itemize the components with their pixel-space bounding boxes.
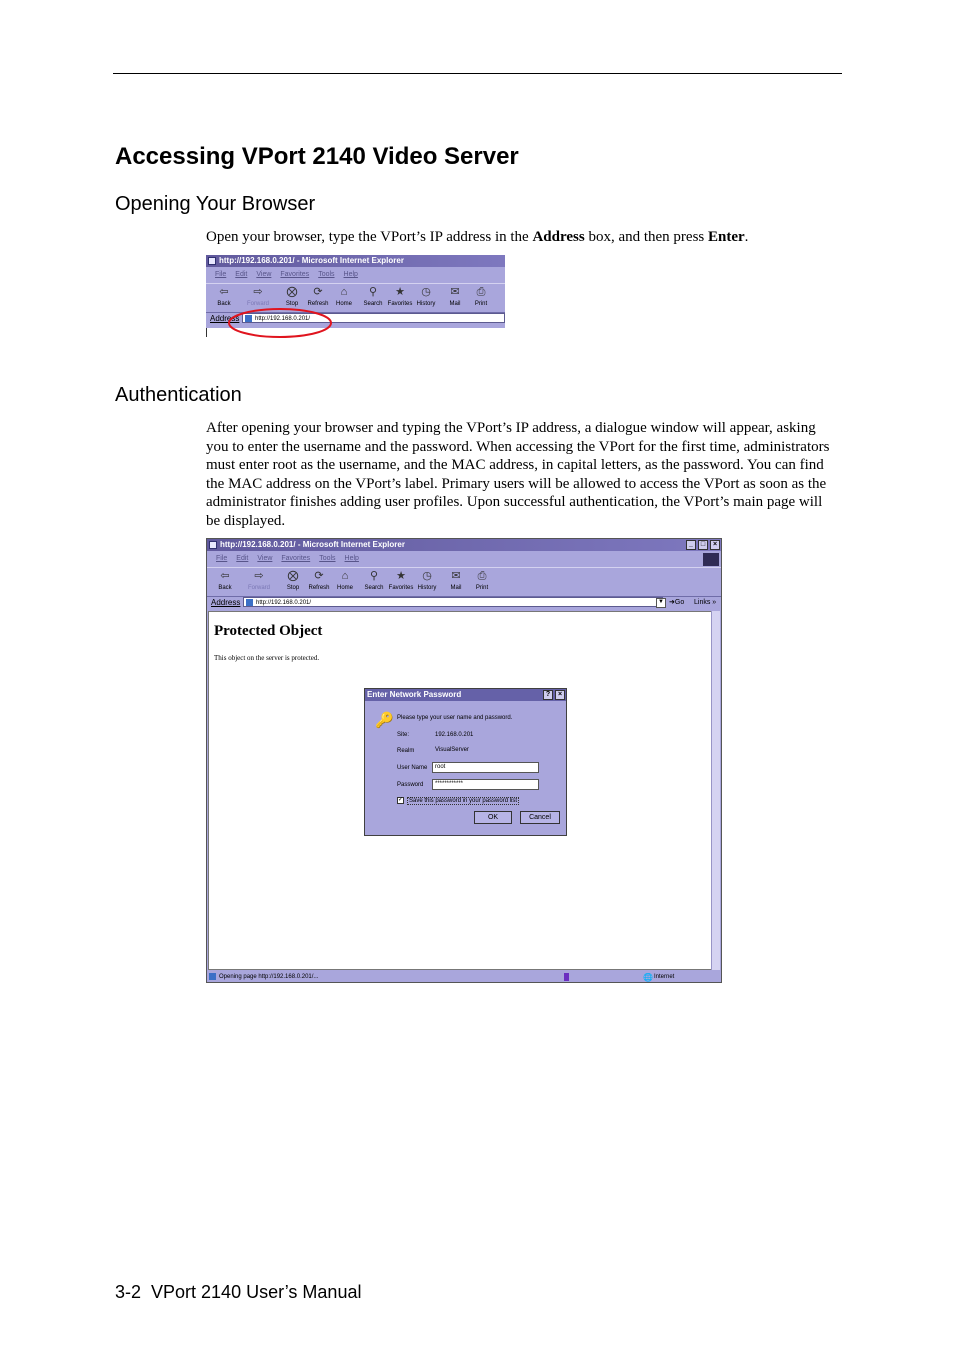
back-arrow-icon: ⇦: [220, 570, 230, 582]
toolbar-label: Favorites: [388, 585, 414, 591]
toolbar-forward-button[interactable]: [244, 286, 272, 307]
toolbar-label: Home: [335, 301, 352, 307]
toolbar-stop-button[interactable]: [278, 286, 306, 307]
browser-window-screenshot: [206, 538, 722, 983]
menu-file[interactable]: File: [215, 271, 227, 278]
username-input[interactable]: root: [432, 762, 539, 773]
address-label: Address: [211, 598, 241, 607]
go-label: Go: [674, 599, 685, 606]
toolbar-label: Search: [364, 585, 384, 591]
cancel-button[interactable]: Cancel: [520, 811, 560, 824]
mail-icon: ✉: [451, 570, 461, 582]
address-dropdown-arrow-icon[interactable]: ▼: [656, 598, 666, 608]
toolbar-label: Forward: [246, 301, 269, 307]
toolbar-mail-button[interactable]: [442, 570, 470, 591]
go-arrow-icon: ➜: [669, 599, 675, 606]
progress-indicator: [564, 973, 569, 981]
menu-edit[interactable]: Edit: [236, 555, 249, 562]
dialog-prompt: Please type your user name and password.: [397, 715, 513, 721]
toolbar-label: Print: [475, 585, 489, 591]
toolbar-back-button[interactable]: [211, 570, 239, 591]
internet-zone-globe-icon: 🌐: [643, 973, 653, 982]
page-loading-icon: [209, 973, 216, 980]
links-button[interactable]: Links »: [694, 599, 717, 606]
toolbar-favorites-button[interactable]: [387, 570, 415, 591]
network-password-dialog: [364, 688, 567, 836]
refresh-icon: ⟳: [313, 286, 323, 298]
refresh-icon: ⟳: [314, 570, 324, 582]
site-value: 192.168.0.201: [435, 732, 474, 738]
menu-favorites[interactable]: Favorites: [281, 555, 311, 562]
toolbar-label: Back: [218, 585, 232, 591]
toolbar-label: History: [417, 585, 437, 591]
dialog-close-button[interactable]: ×: [555, 690, 565, 700]
page-heading: Accessing VPort 2140 Video Server: [115, 143, 519, 170]
forward-arrow-icon: ⇨: [254, 570, 264, 582]
toolbar-print-button[interactable]: [468, 570, 496, 591]
site-label: Site:: [397, 732, 410, 738]
home-icon: ⌂: [341, 570, 349, 582]
password-label: Password: [397, 782, 424, 788]
dialog-title-bar: [365, 689, 566, 701]
history-icon: ◷: [421, 286, 431, 298]
ie-page-icon: [208, 257, 216, 265]
favorites-folder-icon: ★: [396, 570, 406, 582]
toolbar-history-button[interactable]: [413, 570, 441, 591]
keys-icon: 🔑: [375, 712, 394, 729]
toolbar-refresh-button[interactable]: [305, 570, 333, 591]
browser-title-bar: [207, 539, 721, 551]
footer-page-number: 3-2: [115, 1282, 142, 1302]
toolbar-label: Mail: [449, 301, 461, 307]
toolbar-label: Print: [474, 301, 488, 307]
header-rule: [113, 73, 842, 74]
realm-label: Realm: [397, 748, 415, 754]
page-text: This object on the server is protected.: [214, 654, 320, 662]
page-title: Protected Object: [214, 623, 323, 639]
browser-address-bar: [207, 596, 721, 609]
browser-menu-bar: [206, 269, 505, 281]
toolbar-label: Favorites: [387, 301, 413, 307]
page-footer: [115, 1282, 371, 1303]
menu-help[interactable]: Help: [344, 555, 359, 562]
toolbar-back-button[interactable]: [210, 286, 238, 307]
opening-browser-paragraph: [206, 228, 831, 247]
menu-file[interactable]: File: [216, 555, 228, 562]
search-icon: ⚲: [369, 570, 379, 582]
realm-value: VisualServer: [435, 747, 469, 753]
toolbar-search-button[interactable]: [360, 570, 388, 591]
toolbar-label: History: [416, 301, 436, 307]
menu-tools[interactable]: Tools: [319, 555, 336, 562]
footer-manual-title: VPort 2140 User’s Manual: [151, 1282, 362, 1302]
browser-status-bar: [207, 971, 721, 983]
highlight-ellipse: [229, 309, 331, 337]
toolbar-label: Home: [336, 585, 353, 591]
address-label: Address: [210, 314, 240, 323]
zone-text: Internet: [654, 974, 675, 980]
links-label: Links: [694, 599, 711, 606]
mail-icon: ✉: [450, 286, 460, 298]
password-input[interactable]: ************: [432, 779, 539, 790]
vertical-scrollbar[interactable]: [711, 611, 720, 970]
menu-edit[interactable]: Edit: [235, 271, 248, 278]
toolbar-label: Stop: [286, 585, 300, 591]
username-label: User Name: [397, 765, 428, 771]
para-text: box, and then press: [584, 229, 708, 245]
stop-icon: ⨂: [287, 570, 299, 582]
screenshot-edge: [206, 328, 207, 337]
search-icon: ⚲: [368, 286, 378, 298]
toolbar-home-button[interactable]: [331, 570, 359, 591]
browser-title-bar: [206, 255, 505, 267]
ok-button[interactable]: OK: [474, 811, 512, 824]
stop-icon: ⨂: [286, 286, 298, 298]
section-title-authentication: Authentication: [115, 384, 242, 406]
save-password-label: Save this password in your password list: [409, 798, 518, 804]
forward-arrow-icon: ⇨: [253, 286, 263, 298]
toolbar-search-button[interactable]: [359, 286, 387, 307]
toolbar-history-button[interactable]: [412, 286, 440, 307]
ie-page-icon: [209, 541, 217, 549]
menu-view[interactable]: View: [257, 555, 273, 562]
toolbar-stop-button[interactable]: [279, 570, 307, 591]
menu-view[interactable]: View: [256, 271, 272, 278]
back-arrow-icon: ⇦: [219, 286, 229, 298]
ie-throbber-logo: [703, 553, 719, 566]
history-icon: ◷: [422, 570, 432, 582]
toolbar-forward-button[interactable]: [245, 570, 273, 591]
toolbar-mail-button[interactable]: [441, 286, 469, 307]
close-button[interactable]: ×: [710, 540, 720, 550]
address-value: http://192.168.0.201/: [255, 316, 311, 322]
menu-favorites[interactable]: Favorites: [280, 271, 310, 278]
home-icon: ⌂: [340, 286, 348, 298]
authentication-paragraph: After opening your browser and typing the VPort’s IP address, a dialogue window will appear, asking you to enter the username and the password. When accessing the VPort for the first time, administrators must enter root as the username, and the MAC address, in capital letters, as the password. You can find the MAC address on the VPort’s label. Primary users will be allowed to access the VPort as soon as the administrator finishes adding user profiles. Upon successful authentication, the VPort’s main page will be displayed.: [206, 420, 830, 529]
printer-icon: ⎙: [477, 570, 487, 582]
browser-toolbar: [207, 567, 721, 597]
go-button[interactable]: [669, 596, 684, 609]
address-value: http://192.168.0.201/: [256, 600, 312, 606]
toolbar-label: Back: [217, 301, 231, 307]
favorites-folder-icon: ★: [395, 286, 405, 298]
toolbar-label: Refresh: [308, 585, 330, 591]
address-input[interactable]: [243, 597, 663, 607]
browser-title: http://192.168.0.201/ - Microsoft Internet Explorer: [220, 540, 405, 549]
toolbar-label: Refresh: [307, 301, 329, 307]
dialog-title: Enter Network Password: [367, 690, 462, 699]
menu-tools[interactable]: Tools: [318, 271, 335, 278]
toolbar-label: Search: [363, 301, 383, 307]
para-text: Open your browser, type the VPort’s IP address in the: [206, 229, 533, 245]
toolbar-favorites-button[interactable]: [386, 286, 414, 307]
toolbar-print-button[interactable]: [467, 286, 495, 307]
minimize-button[interactable]: _: [686, 540, 696, 550]
printer-icon: ⎙: [476, 286, 486, 298]
dialog-help-button[interactable]: ?: [543, 690, 553, 700]
para-bold-address: Address: [532, 229, 585, 245]
save-password-checkbox[interactable]: ✓: [398, 797, 404, 803]
browser-menu-bar: [207, 553, 721, 565]
browser-title: http://192.168.0.201/ - Microsoft Internet Explorer: [219, 256, 404, 265]
para-text: .: [744, 229, 749, 245]
para-bold-enter: Enter: [708, 229, 745, 245]
toolbar-label: Mail: [450, 585, 462, 591]
toolbar-label: Stop: [285, 301, 299, 307]
menu-help[interactable]: Help: [343, 271, 358, 278]
toolbar-home-button[interactable]: [330, 286, 358, 307]
status-text: Opening page http://192.168.0.201/...: [219, 974, 319, 980]
page-icon: [246, 599, 253, 606]
section-title-opening-browser: Opening Your Browser: [115, 193, 316, 215]
maximize-button[interactable]: □: [698, 540, 708, 550]
address-highlight-ellipse: [226, 306, 336, 340]
toolbar-label: Forward: [247, 585, 270, 591]
toolbar-refresh-button[interactable]: [304, 286, 332, 307]
